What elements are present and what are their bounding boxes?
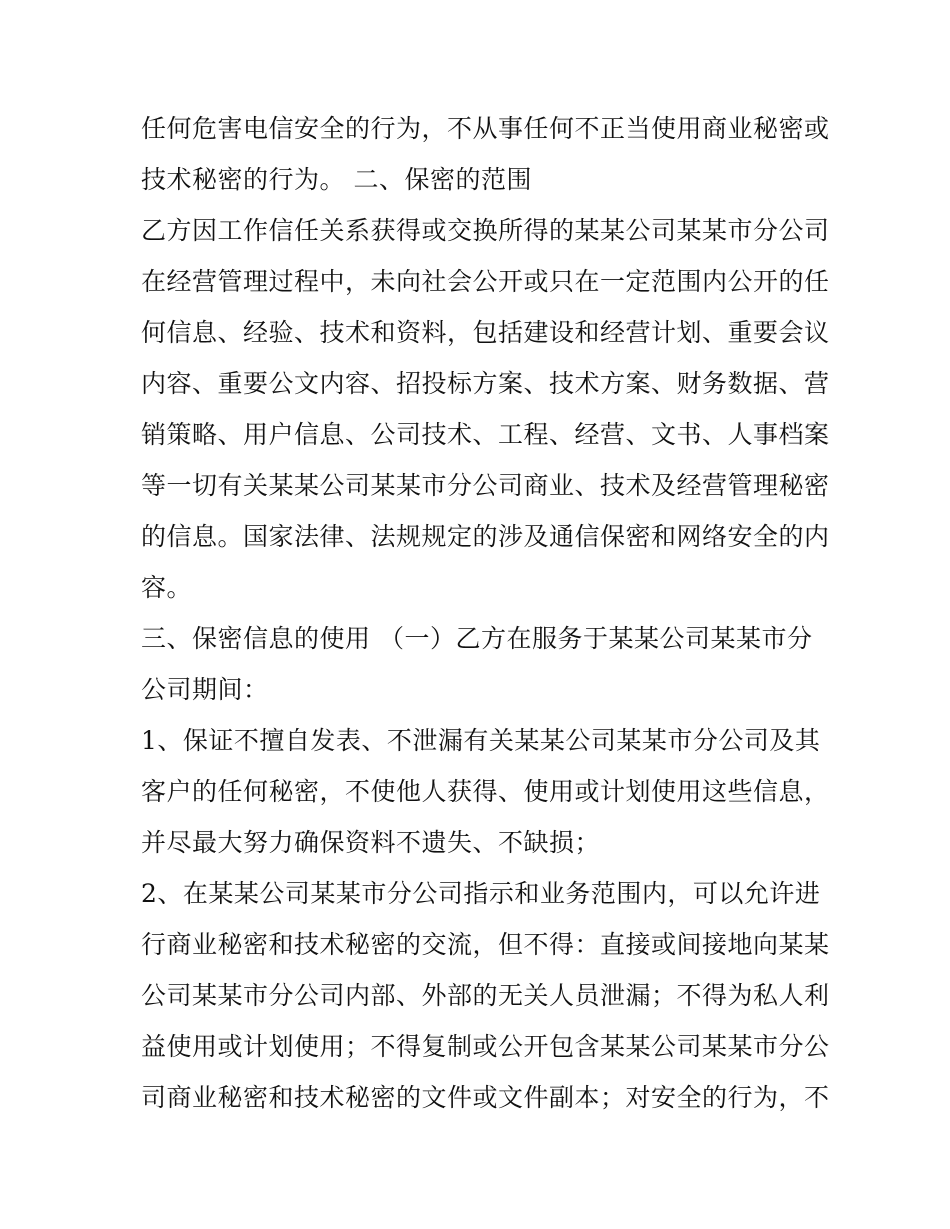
text-line: 内容、重要公文内容、招投标方案、技术方案、财务数据、营 [141, 369, 830, 398]
text-line: 公司期间： [141, 675, 269, 704]
text-line: 等一切有关某某公司某某市分公司商业、技术及经营管理秘密 [141, 471, 830, 500]
text-line: 客户的任何秘密，不使他人获得、使用或计划使用这些信息， [141, 777, 830, 806]
list-item-line: 1、保证不擅自发表、不泄漏有关某某公司某某市分公司及其 [141, 726, 821, 755]
text-line: 销策略、用户信息、公司技术、工程、经营、文书、人事档案 [141, 420, 830, 449]
text-line: 公司某某市分公司内部、外部的无关人员泄漏；不得为私人利 [141, 981, 830, 1010]
text-line: 益使用或计划使用；不得复制或公开包含某某公司某某市分公 [141, 1032, 830, 1061]
text-line: 在经营管理过程中，未向社会公开或只在一定范围内公开的任 [141, 267, 830, 296]
text-line: 并尽最大努力确保资料不遗失、不缺损； [141, 828, 601, 857]
text-line: 的信息。国家法律、法规规定的涉及通信保密和网络安全的内 [141, 522, 830, 551]
text-line: 何信息、经验、技术和资料，包括建设和经营计划、重要会议 [141, 318, 830, 347]
document-body [141, 103, 830, 1123]
text-line: 司商业秘密和技术秘密的文件或文件副本；对安全的行为，不 [141, 1083, 830, 1112]
section-heading-line: 三、保密信息的使用 （一）乙方在服务于某某公司某某市分 [141, 624, 813, 653]
text-line: 行商业秘密和技术秘密的交流，但不得：直接或间接地向某某 [141, 930, 830, 959]
list-item-line: 2、在某某公司某某市分公司指示和业务范围内，可以允许进 [141, 879, 821, 908]
text-line: 任何危害电信安全的行为，不从事任何不正当使用商业秘密或 [141, 114, 830, 143]
text-line: 乙方因工作信任关系获得或交换所得的某某公司某某市分公司 [141, 216, 830, 245]
text-line: 技术秘密的行为。 二、保密的范围 [141, 165, 532, 194]
text-line: 容。 [141, 573, 193, 602]
